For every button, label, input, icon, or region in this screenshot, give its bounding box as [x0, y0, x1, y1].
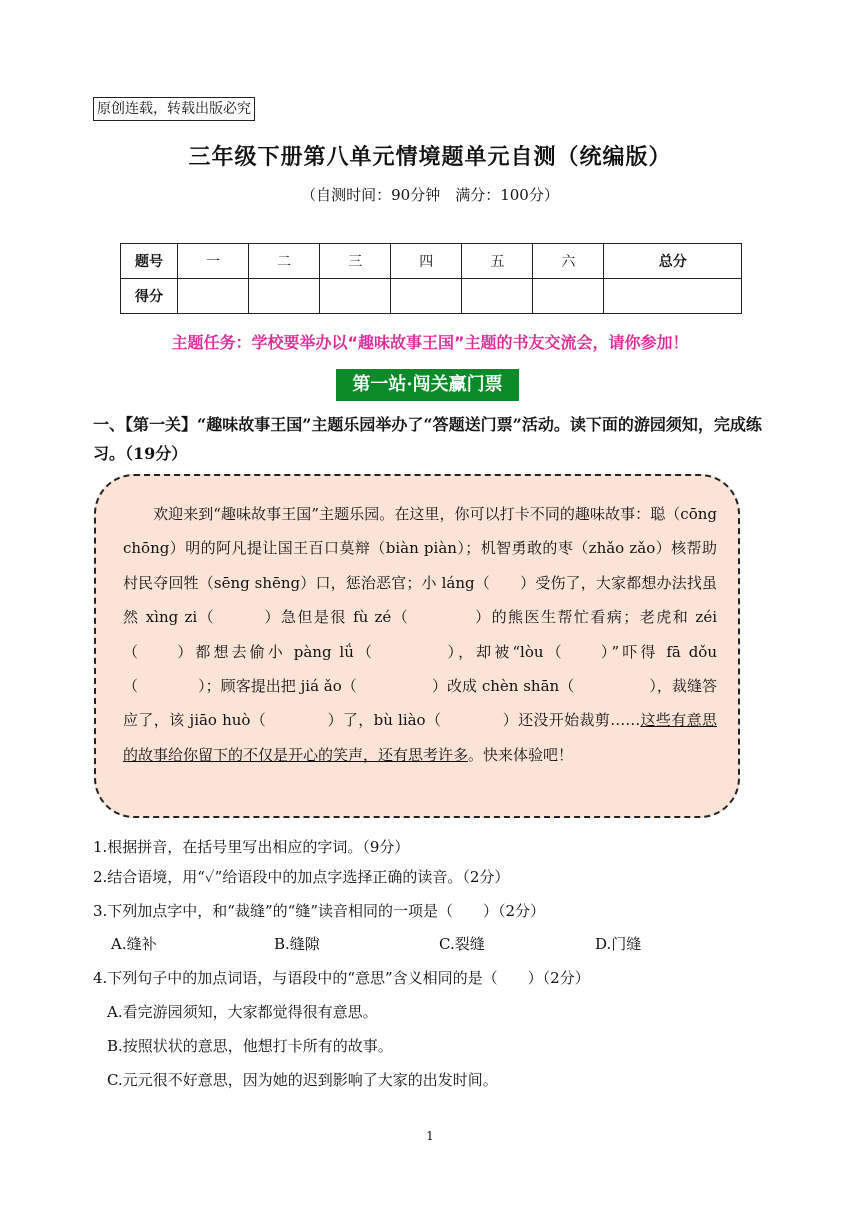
q3-option-c[interactable]: C.裂缝 [439, 935, 485, 953]
theme-task: 主题任务：学校要举办以“趣味故事王国”主题的书友交流会，请你参加！ [171, 333, 689, 352]
score-input-cell[interactable] [533, 279, 604, 314]
score-header-cell: 二 [249, 244, 320, 279]
passage-underlined-sentence: 这些有意思的故事给你留下的不仅是开心的笑声，还有思考许多 [123, 711, 717, 764]
score-input-cell[interactable] [249, 279, 320, 314]
score-input-cell[interactable] [462, 279, 533, 314]
passage-main-text: 欢迎来到“趣味故事王国”主题乐园。在这里，你可以打卡不同的趣味故事：聪（cōng chōng）明的阿凡提让国王百口莫辩（biàn piàn）；机智勇敢的枣（zhǎo zǎo）核帮助村民夺回牲（sēng shēng）口，惩治恶官；小 láng（ ）受伤了，大家都想办法找虽然 xìng zi（ ）急但是很 fù zé（ ）的熊医生帮忙看病；老虎和 zéi（ ）都想去偷小 pàng lǘ（ ），却被“lòu（ ）”吓得 fā dǒu（ ）；顾客提出把 jiá ǎo（ ）改成 chèn shān（ ），裁缝答应了，该 jiāo huò（ ）了，bù liào（ ）还没开始裁剪…… [123, 505, 717, 730]
score-input-cell[interactable] [604, 279, 742, 314]
score-table-score-row [121, 279, 742, 314]
question-1-heading: 一、【第一关】“趣味故事王国”主题乐园举办了“答题送门票”活动。读下面的游园须知，完成练习。（19分） [93, 415, 762, 463]
page-number: 1 [426, 1129, 434, 1143]
q3-option-d[interactable]: D.门缝 [595, 935, 642, 953]
score-header-cell: 题号 [121, 244, 178, 279]
passage-ending: 。快来体验吧！ [468, 745, 574, 764]
score-header-cell: 总分 [604, 244, 742, 279]
sub-question-3: 3.下列加点字中，和“裁缝”的“缝”读音相同的一项是（ ）（2分） [93, 902, 546, 920]
page-subtitle: （自测时间：90分钟 满分：100分） [301, 186, 559, 204]
q4-option-b[interactable]: B.按照状状的意思，他想打卡所有的故事。 [107, 1037, 393, 1055]
score-input-cell[interactable] [178, 279, 249, 314]
q4-option-a[interactable]: A.看完游园须知，大家都觉得很有意思。 [107, 1003, 378, 1021]
station-banner: 第一站·闯关赢门票 [336, 369, 519, 401]
sub-question-1: 1.根据拼音，在括号里写出相应的字词。（9分） [93, 838, 410, 856]
score-header-cell: 三 [320, 244, 391, 279]
score-header-cell: 一 [178, 244, 249, 279]
q3-option-a[interactable]: A.缝补 [111, 935, 157, 953]
score-table [120, 243, 742, 314]
score-header-cell: 五 [462, 244, 533, 279]
sub-question-2: 2.结合语境，用“✓”给语段中的加点字选择正确的读音。（2分） [93, 868, 510, 886]
score-row-label: 得分 [121, 279, 178, 314]
q4-option-c[interactable]: C.元元很不好意思，因为她的迟到影响了大家的出发时间。 [107, 1071, 498, 1089]
reading-passage [123, 497, 717, 772]
score-header-cell: 六 [533, 244, 604, 279]
score-input-cell[interactable] [391, 279, 462, 314]
sub-question-4: 4.下列句子中的加点词语，与语段中的“意思”含义相同的是（ ）（2分） [93, 969, 590, 987]
score-header-cell: 四 [391, 244, 462, 279]
copyright-notice: 原创连载，转载出版必究 [93, 97, 255, 121]
score-table-header-row [121, 244, 742, 279]
page-title: 三年级下册第八单元情境题单元自测（统编版） [188, 144, 672, 170]
score-input-cell[interactable] [320, 279, 391, 314]
q3-option-b[interactable]: B.缝隙 [274, 935, 320, 953]
